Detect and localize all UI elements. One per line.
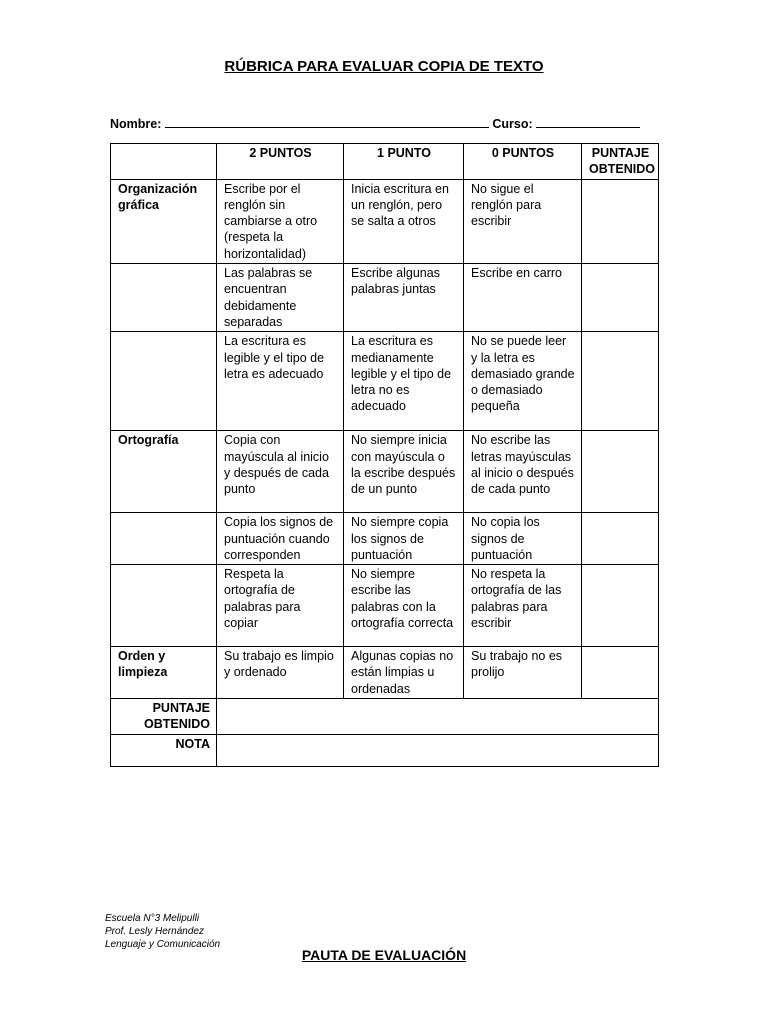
level-2-cell: La escritura es legible y el tipo de letra es adecuado	[217, 332, 344, 431]
level-2-cell: Copia los signos de puntuación cuando corresponden	[217, 513, 344, 565]
score-cell[interactable]	[582, 264, 659, 332]
level-0-cell: No se puede leer y la letra es demasiado grande o demasiado pequeña	[464, 332, 582, 431]
total-score-label: PUNTAJE OBTENIDO	[111, 699, 217, 735]
evaluation-guide-title: PAUTA DE EVALUACIÓN	[301, 947, 467, 963]
table-row	[111, 431, 659, 513]
header-0-puntos: 0 PUNTOS	[464, 144, 582, 180]
table-row	[111, 264, 659, 332]
level-1-cell: No siempre copia los signos de puntuación	[344, 513, 464, 565]
score-cell[interactable]	[582, 431, 659, 513]
criterion-cell: Organización gráfica	[111, 179, 217, 263]
school-info	[105, 912, 220, 951]
level-0-cell: No respeta la ortografía de las palabras para escribir	[464, 565, 582, 647]
level-2-cell: Su trabajo es limpio y ordenado	[217, 647, 344, 699]
header-puntaje-obtenido: PUNTAJE OBTENIDO	[582, 144, 659, 180]
level-1-cell: No siempre inicia con mayúscula o la escribe después de un punto	[344, 431, 464, 513]
school-name: Escuela N°3 Melipulli	[105, 913, 200, 924]
table-row	[111, 332, 659, 431]
table-row	[111, 513, 659, 565]
teacher-name: Prof. Lesly Hernández	[105, 926, 204, 937]
criterion-cell	[111, 565, 217, 647]
total-score-row	[111, 699, 659, 735]
header-2-puntos: 2 PUNTOS	[217, 144, 344, 180]
score-cell[interactable]	[582, 647, 659, 699]
table-row	[111, 565, 659, 647]
header-1-punto: 1 PUNTO	[344, 144, 464, 180]
grade-cell[interactable]	[217, 734, 659, 766]
total-score-cell[interactable]	[217, 699, 659, 735]
score-cell[interactable]	[582, 513, 659, 565]
header-criterion	[111, 144, 217, 180]
level-1-cell: La escritura es medianamente legible y el tipo de letra no es adecuado	[344, 332, 464, 431]
level-2-cell: Respeta la ortografía de palabras para copiar	[217, 565, 344, 647]
course-blank[interactable]	[536, 116, 640, 128]
score-cell[interactable]	[582, 332, 659, 431]
level-0-cell: No copia los signos de puntuación	[464, 513, 582, 565]
grade-row	[111, 734, 659, 766]
level-2-cell: Escribe por el renglón sin cambiarse a otro (respeta la horizontalidad)	[217, 179, 344, 263]
criterion-cell	[111, 332, 217, 431]
header-row	[111, 144, 659, 180]
level-1-cell: Escribe algunas palabras juntas	[344, 264, 464, 332]
level-1-cell: Algunas copias no están limpias u ordenadas	[344, 647, 464, 699]
level-0-cell: No sigue el renglón para escribir	[464, 179, 582, 263]
subject-name: Lenguaje y Comunicación	[105, 939, 221, 950]
table-row	[111, 179, 659, 263]
level-2-cell: Las palabras se encuentran debidamente separadas	[217, 264, 344, 332]
name-label: Nombre:	[110, 117, 162, 131]
table-row	[111, 647, 659, 699]
level-1-cell: Inicia escritura en un renglón, pero se salta a otros	[344, 179, 464, 263]
level-2-cell: Copia con mayúscula al inicio y después de cada punto	[217, 431, 344, 513]
page-title: RÚBRICA PARA EVALUAR COPIA DE TEXTO	[224, 58, 544, 75]
level-0-cell: Escribe en carro	[464, 264, 582, 332]
level-0-cell: Su trabajo no es prolijo	[464, 647, 582, 699]
course-label: Curso:	[492, 117, 533, 131]
name-blank[interactable]	[165, 116, 489, 128]
criterion-cell	[111, 513, 217, 565]
rubric-table	[110, 143, 659, 767]
score-cell[interactable]	[582, 179, 659, 263]
student-form-line	[110, 116, 640, 131]
criterion-cell: Orden y limpieza	[111, 647, 217, 699]
grade-label: NOTA	[111, 734, 217, 766]
score-cell[interactable]	[582, 565, 659, 647]
criterion-cell	[111, 264, 217, 332]
level-1-cell: No siempre escribe las palabras con la ortografía correcta	[344, 565, 464, 647]
criterion-cell: Ortografía	[111, 431, 217, 513]
level-0-cell: No escribe las letras mayúsculas al inicio o después de cada punto	[464, 431, 582, 513]
